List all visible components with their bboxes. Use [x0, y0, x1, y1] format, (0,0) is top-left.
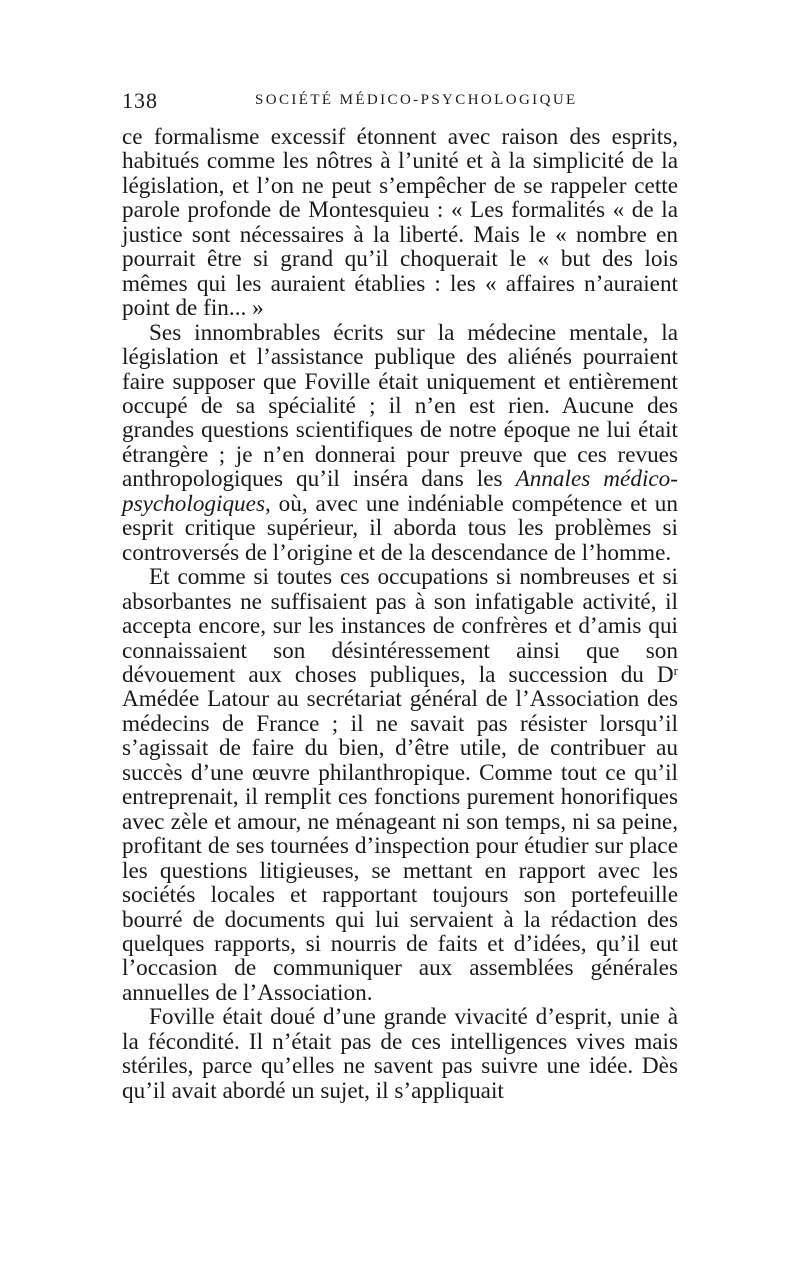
paragraph-2-text-a: Ses innombrables écrits sur la médecine mentale, la législation et l’assistance publique des aliénés pourraient faire supposer que Foville était uniquement et entièrement occupé de sa spécialité ; il n’en est rien. Aucune des grandes questions scientifiques de notre époque ne lui était étrangère ; je n’en donnerai pour preuve que ces revues anthropologiques qu’il inséra dans les — [122, 319, 678, 493]
page-number: 138 — [122, 88, 158, 113]
paragraph-4: Foville était doué d’une grande vivacité d’esprit, unie à la fécondité. Il n’était pas de ces intelligences vives mais stériles, parce qu’elles ne savent pas suivre une idée. Dès qu’il avait abordé un sujet, il s’appliquait — [122, 1004, 678, 1104]
paragraph-2 — [122, 321, 678, 566]
running-head — [122, 88, 678, 116]
paragraph-3-text-b: Amédée Latour au secrétariat général de l’Association des médecins de France ; il ne savait pas résister lorsqu’il s’agissait de faire du bien, d’être utile, de contribuer au succès d’une œuvre philanthropique. Comme tout ce qu’il entreprenait, il remplit ces fonctions purement honorifiques avec zèle et amour, ne ménageant ni son temps, ni sa peine, profitant de ses tournées d’inspection pour étudier sur place les questions litigieuses, se mettant en rapport avec les sociétés locales et rapportant toujours son portefeuille bourré de documents qui lui servaient à la rédaction des quelques rapports, si nourris de faits et d’idées, qu’il eut l’occasion de communiquer aux assemblées générales annuelles de l’Association. — [122, 686, 678, 1006]
body-text — [122, 125, 678, 1103]
doctor-abbreviation-superscript: r — [673, 662, 678, 678]
paragraph-2-text-b: , où, avec une indéniable compétence et un esprit critique supérieur, il aborda tous les problèmes si controversés de l’origine et de la descendance de l’homme. — [122, 490, 678, 566]
paragraph-3 — [122, 565, 678, 1005]
paragraph-1: ce formalisme excessif étonnent avec raison des esprits, habitués comme les nôtres à l’unité et à la simplicité de la législation, et l’on ne peut s’empêcher de se rappeler cette parole profonde de Montesquieu : « Les formalités « de la justice sont nécessaires à la liberté. Mais le « nombre en pourrait être si grand qu’il choquerait le « but des lois mêmes qui les auraient établies : les « affaires n’auraient point de fin... » — [122, 124, 678, 322]
running-title: SOCIÉTÉ MÉDICO-PSYCHOLOGIQUE — [255, 92, 578, 108]
journal-title: Annales médico-psychologiques — [122, 466, 678, 517]
paragraph-3-text-a: Et comme si toutes ces occupations si nombreuses et si absorbantes ne suffisaient pas à son infatigable activité, il accepta encore, sur les instances de confrères et d’amis qui connaissaient son désintéressement ainsi que son dévouement aux choses publiques, la succession du D — [122, 564, 678, 688]
